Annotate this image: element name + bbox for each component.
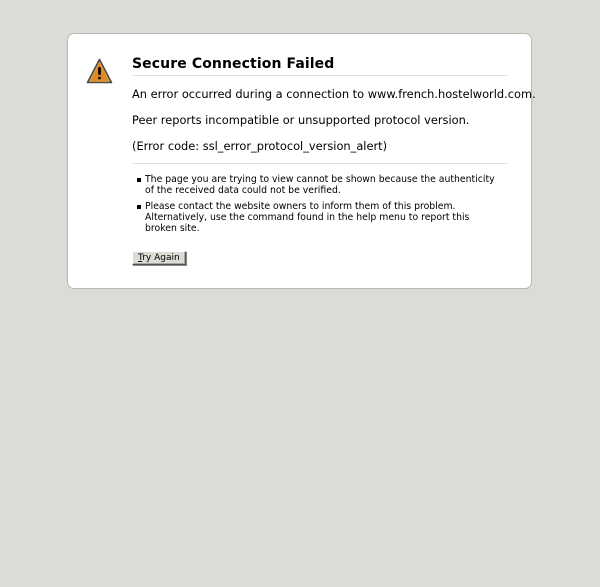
tip-text-authenticity: The page you are trying to view cannot be shown because the authenticity of the received data could not be verified. <box>145 174 495 196</box>
error-message-protocol: Peer reports incompatible or unsupported protocol version. <box>132 113 470 127</box>
warning-triangle-icon <box>86 58 113 84</box>
try-again-button[interactable] <box>132 251 186 265</box>
bullet-icon <box>137 178 141 182</box>
tip-text-contact-owners: Please contact the website owners to inform them of this problem. Alternatively, use the command found in the help menu to report this broken site. <box>145 201 470 234</box>
try-again-accesskey: T <box>138 253 143 263</box>
error-tips-list <box>132 174 508 234</box>
error-title: Secure Connection Failed <box>132 56 508 76</box>
list-item <box>132 201 495 234</box>
error-message-connection: An error occurred during a connection to www.french.hostelworld.com. <box>132 87 536 101</box>
bullet-icon <box>137 205 141 209</box>
divider <box>132 163 508 164</box>
error-dialog <box>67 33 536 289</box>
error-code: (Error code: ssl_error_protocol_version_alert) <box>132 139 388 153</box>
try-again-label: ry Again <box>142 253 180 263</box>
list-item <box>132 174 495 196</box>
error-content <box>132 56 536 239</box>
